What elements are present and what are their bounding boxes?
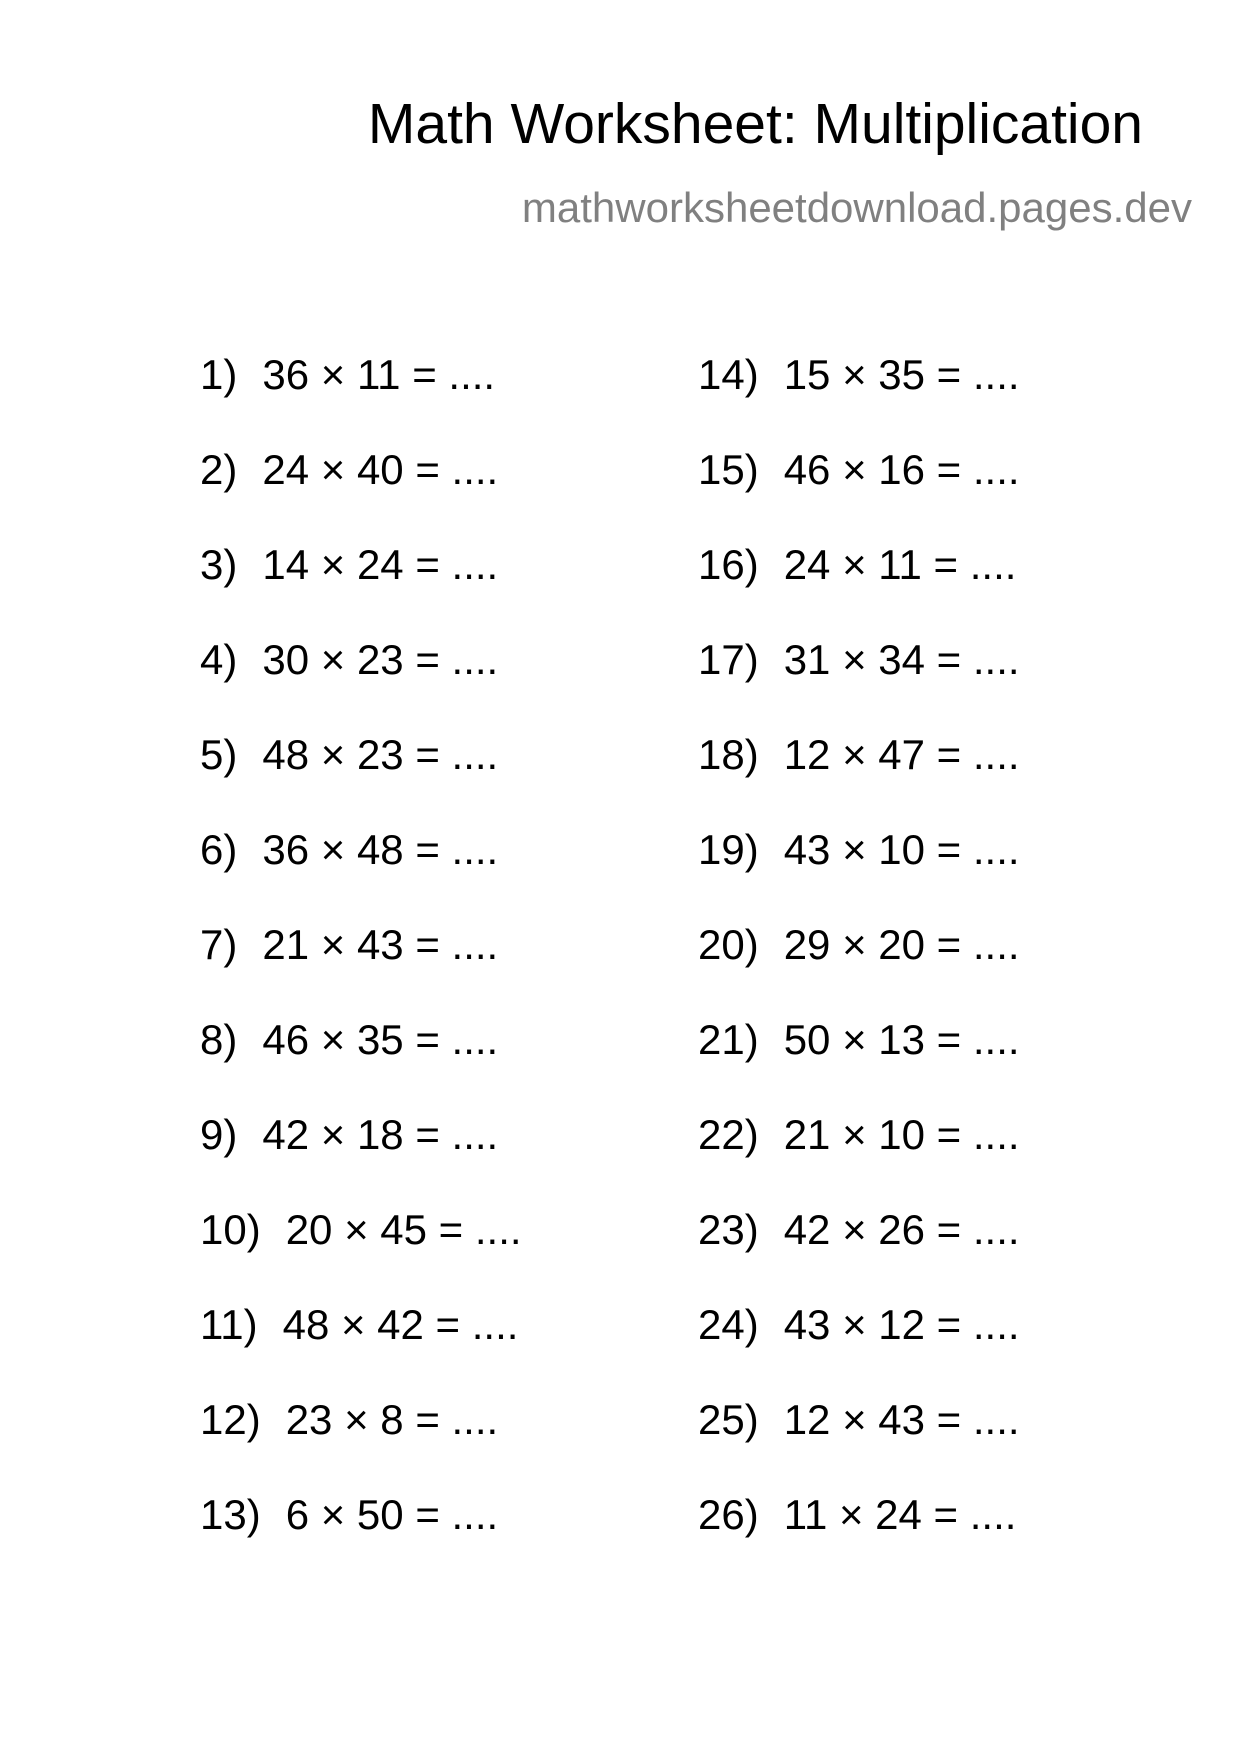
problem-number: 24) [698, 1301, 759, 1348]
problem-expression: 24 × 40 = .... [262, 446, 499, 493]
problem-expression: 42 × 18 = .... [262, 1111, 499, 1158]
problem-item [200, 921, 522, 1019]
problem-expression: 43 × 12 = .... [783, 1301, 1020, 1348]
problem-number: 26) [698, 1491, 759, 1538]
problem-expression: 24 × 11 = .... [783, 541, 1017, 588]
problem-number: 23) [698, 1206, 759, 1253]
problem-item [200, 826, 522, 924]
problems-column-left [200, 351, 522, 1589]
problem-expression: 42 × 26 = .... [783, 1206, 1020, 1253]
problem-number: 6) [200, 826, 238, 873]
problem-item [698, 1206, 1020, 1304]
worksheet-title: Math Worksheet: Multiplication [367, 92, 1143, 156]
problem-number: 15) [698, 446, 759, 493]
problem-expression: 23 × 8 = .... [285, 1396, 499, 1443]
problem-number: 19) [698, 826, 759, 873]
problem-expression: 20 × 45 = .... [285, 1206, 522, 1253]
problem-item [200, 636, 522, 734]
problem-number: 5) [200, 731, 238, 778]
problem-expression: 50 × 13 = .... [783, 1016, 1020, 1063]
problem-expression: 48 × 42 = .... [282, 1301, 519, 1348]
problem-item [698, 826, 1020, 924]
problem-item [698, 921, 1020, 1019]
problem-item [200, 1016, 522, 1114]
problem-number: 16) [698, 541, 759, 588]
problem-expression: 21 × 43 = .... [262, 921, 499, 968]
problem-item [698, 636, 1020, 734]
problem-expression: 46 × 35 = .... [262, 1016, 499, 1063]
problem-item [200, 1491, 522, 1589]
problem-item [698, 541, 1020, 639]
problems-column-right [698, 351, 1020, 1589]
problem-item [200, 541, 522, 639]
problem-expression: 48 × 23 = .... [262, 731, 499, 778]
problem-expression: 15 × 35 = .... [783, 351, 1020, 398]
problem-item [200, 1396, 522, 1494]
problem-item [200, 1111, 522, 1209]
problem-item [200, 731, 522, 829]
problem-expression: 46 × 16 = .... [783, 446, 1020, 493]
problem-number: 8) [200, 1016, 238, 1063]
problem-number: 18) [698, 731, 759, 778]
problem-expression: 31 × 34 = .... [783, 636, 1020, 683]
problem-number: 22) [698, 1111, 759, 1158]
problem-number: 4) [200, 636, 238, 683]
problem-expression: 11 × 24 = .... [783, 1491, 1017, 1538]
problem-number: 12) [200, 1396, 261, 1443]
problem-expression: 43 × 10 = .... [783, 826, 1020, 873]
problem-expression: 21 × 10 = .... [783, 1111, 1020, 1158]
problem-expression: 30 × 23 = .... [262, 636, 499, 683]
problem-item [698, 446, 1020, 544]
problem-expression: 14 × 24 = .... [262, 541, 499, 588]
problem-expression: 29 × 20 = .... [783, 921, 1020, 968]
problem-number: 3) [200, 541, 238, 588]
problem-item [200, 1206, 522, 1304]
problem-expression: 12 × 47 = .... [783, 731, 1020, 778]
problem-item [200, 351, 522, 449]
problem-number: 14) [698, 351, 759, 398]
problem-expression: 36 × 11 = .... [262, 351, 496, 398]
problem-number: 11) [200, 1301, 258, 1348]
problem-item [698, 1016, 1020, 1114]
problem-item [698, 1301, 1020, 1399]
problem-item [200, 446, 522, 544]
worksheet-source: mathworksheetdownload.pages.dev [521, 184, 1192, 231]
problem-number: 10) [200, 1206, 261, 1253]
problem-item [698, 1491, 1020, 1589]
problem-number: 17) [698, 636, 759, 683]
problem-item [200, 1301, 522, 1399]
problem-number: 25) [698, 1396, 759, 1443]
problem-number: 2) [200, 446, 238, 493]
problem-item [698, 351, 1020, 449]
problem-number: 1) [200, 351, 238, 398]
problem-item [698, 1111, 1020, 1209]
problem-number: 7) [200, 921, 238, 968]
problem-number: 20) [698, 921, 759, 968]
problem-item [698, 1396, 1020, 1494]
problem-number: 21) [698, 1016, 759, 1063]
problem-item [698, 731, 1020, 829]
problem-expression: 6 × 50 = .... [285, 1491, 499, 1538]
problem-expression: 12 × 43 = .... [783, 1396, 1020, 1443]
problem-expression: 36 × 48 = .... [262, 826, 499, 873]
problem-number: 9) [200, 1111, 238, 1158]
problem-number: 13) [200, 1491, 261, 1538]
